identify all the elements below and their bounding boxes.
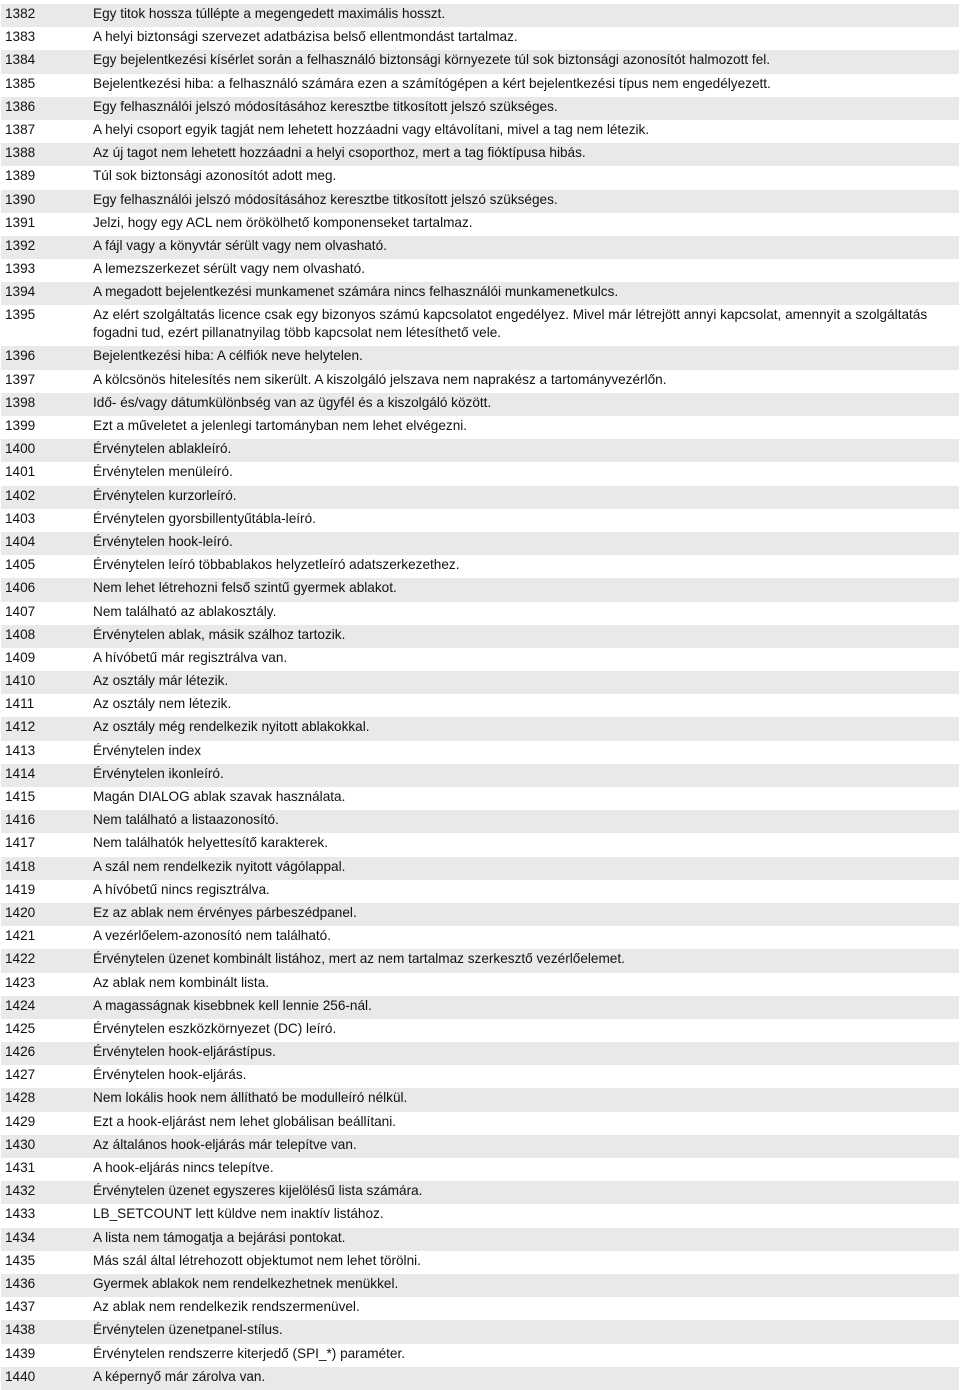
table-row	[1, 74, 959, 97]
error-message: Érvénytelen menüleíró.	[93, 464, 233, 480]
error-message: Érvénytelen hook-leíró.	[93, 533, 233, 549]
error-message: Érvénytelen ikonleíró.	[93, 765, 224, 781]
error-message: Egy bejelentkezési kísérlet során a felhasználó biztonsági környezete túl sok biztonsági azonosítót halmozott fel.	[93, 52, 771, 68]
error-code: 1415	[5, 789, 36, 804]
error-code: 1403	[5, 510, 36, 526]
table-row	[1, 1042, 959, 1065]
error-message: A lista nem támogatja a bejárási pontokat.	[93, 1229, 346, 1245]
error-code: 1410	[5, 673, 36, 689]
error-code: 1409	[5, 649, 36, 665]
error-code: 1386	[5, 98, 36, 114]
table-row	[1, 833, 959, 856]
table-row	[1, 416, 959, 439]
table-row	[1, 1135, 959, 1158]
error-code: 1440	[5, 1368, 36, 1384]
table-row	[1, 486, 959, 509]
table-row	[1, 27, 959, 50]
error-message: A kölcsönös hitelesítés nem sikerült. A kiszolgáló jelszava nem naprakész a tartományvezérlőn.	[93, 371, 667, 387]
error-code: 1419	[5, 881, 36, 897]
error-message: Érvénytelen üzenet egyszeres kijelölésű lista számára.	[93, 1183, 423, 1199]
table-row	[1, 996, 959, 1019]
error-message: A magasságnak kisebbnek kell lennie 256-nál.	[93, 997, 372, 1013]
error-message: Az osztály már létezik.	[93, 673, 229, 689]
table-row	[1, 1274, 959, 1297]
table-row	[1, 857, 959, 880]
error-code: 1395	[5, 307, 36, 323]
table-row	[1, 1344, 959, 1367]
table-row	[1, 439, 959, 462]
error-message: Ezt a hook-eljárást nem lehet globálisan beállítani.	[93, 1113, 397, 1129]
error-message: Egy titok hossza túllépte a megengedett maximális hosszt.	[93, 6, 446, 21]
error-message: Érvénytelen ablakleíró.	[93, 441, 232, 457]
error-code: 1437	[5, 1299, 36, 1315]
error-code: 1384	[5, 52, 36, 68]
error-message: Érvénytelen index	[93, 742, 202, 758]
error-code: 1391	[5, 214, 36, 230]
error-code: 1427	[5, 1067, 36, 1083]
error-message: Túl sok biztonsági azonosítót adott meg.	[93, 168, 337, 184]
error-code: 1430	[5, 1136, 36, 1152]
error-code: 1408	[5, 626, 36, 642]
table-row	[1, 1367, 959, 1390]
error-code: 1383	[5, 29, 36, 45]
error-message: Nem lehet létrehozni felső szintű gyermek ablakot.	[93, 580, 397, 596]
error-code: 1428	[5, 1090, 36, 1106]
error-code: 1416	[5, 812, 36, 828]
table-row	[1, 282, 959, 305]
table-row	[1, 1019, 959, 1042]
table-row	[1, 462, 959, 485]
error-message: Az általános hook-eljárás már telepítve van.	[93, 1136, 357, 1152]
error-message: Nem található az ablakosztály.	[93, 603, 277, 619]
error-code: 1412	[5, 719, 36, 735]
table-row	[1, 1228, 959, 1251]
error-message: Érvénytelen rendszerre kiterjedő (SPI_*) paraméter.	[93, 1345, 406, 1361]
error-message: Egy felhasználói jelszó módosításához keresztbe titkosított jelszó szükséges.	[93, 191, 558, 207]
error-message: Gyermek ablakok nem rendelkezhetnek menükkel.	[93, 1275, 399, 1291]
table-row	[1, 305, 959, 346]
error-message: Idő- és/vagy dátumkülönbség van az ügyfél és a kiszolgáló között.	[93, 394, 492, 410]
error-code: 1385	[5, 75, 36, 91]
error-code: 1414	[5, 765, 36, 781]
error-message: Bejelentkezési hiba: A célfiók neve helytelen.	[93, 348, 363, 364]
error-message: A vezérlőelem-azonosító nem található.	[93, 928, 332, 944]
error-message: A lemezszerkezet sérült vagy nem olvasható.	[93, 261, 366, 277]
table-row	[1, 143, 959, 166]
error-code: 1431	[5, 1160, 36, 1175]
error-message: Ezt a műveletet a jelenlegi tartományban nem lehet elvégezni.	[93, 418, 468, 433]
error-message: Az ablak nem kombinált lista.	[93, 974, 270, 990]
error-code: 1438	[5, 1322, 36, 1338]
error-code: 1439	[5, 1345, 36, 1361]
table-row	[1, 50, 959, 73]
error-code: 1433	[5, 1206, 36, 1222]
error-message: Magán DIALOG ablak szavak használata.	[93, 789, 346, 804]
error-message: Érvénytelen hook-eljárástípus.	[93, 1044, 276, 1060]
error-message: A fájl vagy a könyvtár sérült vagy nem olvasható.	[93, 237, 387, 253]
table-row	[1, 578, 959, 601]
error-message: Érvénytelen leíró többablakos helyzetleíró adatszerkezethez.	[93, 557, 460, 573]
error-code: 1407	[5, 603, 36, 619]
error-message: Nem található a listaazonosító.	[93, 812, 279, 828]
table-row	[1, 1204, 959, 1227]
table-row	[1, 1158, 959, 1181]
error-code: 1420	[5, 904, 36, 920]
table-row	[1, 602, 959, 625]
table-row	[1, 346, 959, 369]
error-code: 1396	[5, 348, 36, 364]
error-code-table	[1, 0, 959, 1390]
error-code: 1400	[5, 441, 36, 457]
error-message: A képernyő már zárolva van.	[93, 1368, 266, 1384]
table-row	[1, 926, 959, 949]
error-message: A hívóbetű nincs regisztrálva.	[93, 881, 270, 897]
error-code: 1398	[5, 394, 36, 410]
error-message: Nem találhatók helyettesítő karakterek.	[93, 835, 328, 851]
error-code: 1435	[5, 1252, 36, 1268]
error-message: Bejelentkezési hiba: a felhasználó számára ezen a számítógépen a kért bejelentkezési típus nem engedélyezett.	[93, 75, 771, 91]
error-code: 1390	[5, 191, 36, 207]
table-row	[1, 370, 959, 393]
error-code: 1389	[5, 168, 36, 184]
error-code: 1429	[5, 1113, 36, 1129]
table-row	[1, 717, 959, 740]
error-code: 1392	[5, 237, 36, 253]
error-message: LB_SETCOUNT lett küldve nem inaktív listához.	[93, 1206, 384, 1222]
error-message: A helyi biztonsági szervezet adatbázisa belső ellentmondást tartalmaz.	[93, 29, 518, 45]
error-code: 1432	[5, 1183, 36, 1199]
error-message: A helyi csoport egyik tagját nem lehetett hozzáadni vagy eltávolítani, mivel a tag nem létezik.	[93, 121, 650, 137]
error-code: 1402	[5, 487, 36, 503]
error-code: 1405	[5, 557, 36, 573]
table-row	[1, 648, 959, 671]
table-row	[1, 903, 959, 926]
error-code: 1404	[5, 533, 36, 549]
table-row	[1, 213, 959, 236]
table-row	[1, 4, 959, 27]
table-row	[1, 97, 959, 120]
error-code: 1423	[5, 974, 36, 990]
table-row	[1, 949, 959, 972]
error-code: 1424	[5, 997, 36, 1013]
table-row	[1, 509, 959, 532]
table-row	[1, 764, 959, 787]
table-row	[1, 810, 959, 833]
error-message: Az elért szolgáltatás licence csak egy bizonyos számú kapcsolatot engedélyez. Mivel már létrejött annyi kapcsolat, amennyit a szolgáltatás fogadni tud, ezért pillanatnyilag több kapcsolat nem létesíthető vele.	[93, 307, 928, 341]
error-message: A megadott bejelentkezési munkamenet számára nincs felhasználói munkamenetkulcs.	[93, 284, 619, 300]
error-code: 1434	[5, 1229, 36, 1245]
error-code: 1411	[5, 696, 35, 712]
table-row	[1, 120, 959, 143]
table-row	[1, 1297, 959, 1320]
error-code: 1406	[5, 580, 36, 596]
table-row	[1, 236, 959, 259]
error-message: Az osztály nem létezik.	[93, 696, 232, 712]
error-message: Jelzi, hogy egy ACL nem örökölhető komponenseket tartalmaz.	[93, 214, 473, 230]
table-row	[1, 787, 959, 810]
error-message: A hívóbetű már regisztrálva van.	[93, 649, 288, 665]
error-code: 1421	[5, 928, 36, 944]
error-message: Az új tagot nem lehetett hozzáadni a helyi csoporthoz, mert a tag fióktípusa hibás.	[93, 145, 586, 161]
error-message: A hook-eljárás nincs telepítve.	[93, 1160, 274, 1175]
error-code: 1418	[5, 858, 36, 874]
error-message: A szál nem rendelkezik nyitott vágólappal.	[93, 858, 346, 874]
table-row	[1, 555, 959, 578]
error-code: 1382	[5, 6, 36, 21]
error-code: 1399	[5, 418, 36, 433]
error-code: 1387	[5, 121, 36, 137]
table-row	[1, 1181, 959, 1204]
error-message: Érvénytelen ablak, másik szálhoz tartozik.	[93, 626, 346, 642]
error-message: Érvénytelen hook-eljárás.	[93, 1067, 247, 1083]
table-row	[1, 259, 959, 282]
table-row	[1, 393, 959, 416]
error-message: Érvénytelen gyorsbillentyűtábla-leíró.	[93, 510, 316, 526]
error-message: Ez az ablak nem érvényes párbeszédpanel.	[93, 904, 357, 920]
error-code: 1397	[5, 371, 36, 387]
error-message: Egy felhasználói jelszó módosításához keresztbe titkosított jelszó szükséges.	[93, 98, 558, 114]
error-message: Az osztály még rendelkezik nyitott ablakokkal.	[93, 719, 370, 735]
error-code: 1426	[5, 1044, 36, 1060]
table-row	[1, 532, 959, 555]
error-code: 1394	[5, 284, 36, 300]
error-code: 1425	[5, 1020, 36, 1036]
table-row	[1, 1065, 959, 1088]
error-code: 1393	[5, 261, 36, 277]
table-row	[1, 671, 959, 694]
table-row	[1, 973, 959, 996]
table-row	[1, 190, 959, 213]
error-message: Az ablak nem rendelkezik rendszermenüvel.	[93, 1299, 360, 1315]
table-row	[1, 625, 959, 648]
error-message: Érvénytelen kurzorleíró.	[93, 487, 237, 503]
error-code: 1388	[5, 145, 36, 161]
error-message: Más szál által létrehozott objektumot nem lehet törölni.	[93, 1252, 421, 1268]
table-row	[1, 1112, 959, 1135]
table-row	[1, 1088, 959, 1111]
error-message: Érvénytelen eszközkörnyezet (DC) leíró.	[93, 1020, 337, 1036]
error-code: 1417	[5, 835, 36, 851]
error-message: Nem lokális hook nem állítható be modulleíró nélkül.	[93, 1090, 408, 1106]
error-message: Érvénytelen üzenetpanel-stílus.	[93, 1322, 283, 1338]
table-row	[1, 694, 959, 717]
table-row	[1, 166, 959, 189]
table-row	[1, 1251, 959, 1274]
error-code: 1413	[5, 742, 36, 758]
table-row	[1, 1320, 959, 1343]
table-row	[1, 741, 959, 764]
error-code: 1422	[5, 951, 36, 967]
error-message: Érvénytelen üzenet kombinált listához, mert az nem tartalmaz szerkesztő vezérlőelemet.	[93, 951, 625, 967]
table-row	[1, 880, 959, 903]
error-code: 1401	[5, 464, 36, 480]
error-code: 1436	[5, 1275, 36, 1291]
